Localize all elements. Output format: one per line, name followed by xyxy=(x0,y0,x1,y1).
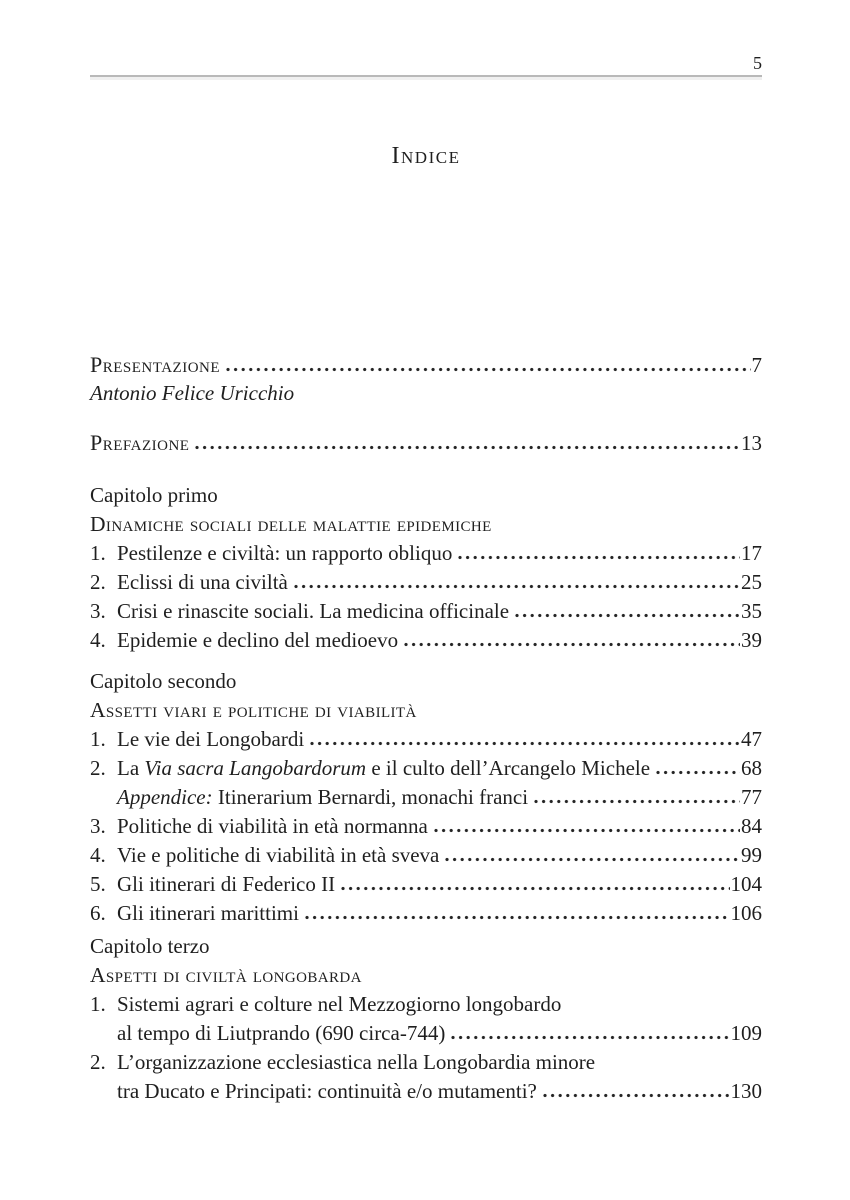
dot-leader xyxy=(445,857,740,862)
chapter-entries xyxy=(90,990,762,1106)
entry-page-number: 106 xyxy=(730,901,762,925)
entry-text-segment: Gli itinerari marittimi xyxy=(117,901,299,925)
toc-row xyxy=(90,754,762,783)
entry-text-segment: Appendice: xyxy=(117,785,213,809)
toc-row xyxy=(90,812,762,841)
entry-number: 1. xyxy=(90,541,106,565)
front-matter-item xyxy=(90,429,762,457)
toc-entry xyxy=(90,754,762,783)
entry-title xyxy=(117,626,398,655)
entry-text-segment: Pestilenze e civiltà: un rapporto obliquo xyxy=(117,541,453,565)
entry-title xyxy=(117,725,304,754)
entry-number: 1. xyxy=(90,727,106,751)
entry-page-number: 25 xyxy=(741,570,762,594)
dot-leader xyxy=(294,584,740,589)
dot-leader xyxy=(305,915,730,920)
dot-leader xyxy=(195,445,740,450)
toc-row xyxy=(90,429,762,457)
toc-entry xyxy=(90,899,762,928)
entry-page-number: 99 xyxy=(741,843,762,867)
toc-row xyxy=(90,870,762,899)
entry-number: 3. xyxy=(90,814,106,838)
running-head xyxy=(90,52,762,77)
chapter-heading: Aspetti di civiltà longobarda xyxy=(90,963,362,987)
dot-leader xyxy=(434,828,740,833)
toc-row xyxy=(90,626,762,655)
dot-leader xyxy=(543,1093,730,1098)
entry-number: 2. xyxy=(90,570,106,594)
toc-row xyxy=(90,568,762,597)
entry-text-segment: tra Ducato e Principati: continuità e/o mutamenti? xyxy=(117,1079,537,1103)
toc-entry xyxy=(90,568,762,597)
entry-title xyxy=(117,870,335,899)
entry-number: 2. xyxy=(90,756,106,780)
entry-page-number: 84 xyxy=(741,814,762,838)
dot-leader xyxy=(656,770,740,775)
entry-text-segment: L’organizzazione ecclesiastica nella Longobardia minore xyxy=(117,1050,596,1074)
entry-page-number: 104 xyxy=(730,872,762,896)
toc-row xyxy=(90,725,762,754)
toc-entry xyxy=(90,841,762,870)
toc-entry xyxy=(90,783,762,812)
header-page-number: 5 xyxy=(753,53,762,73)
toc-row xyxy=(90,899,762,928)
author-name: Antonio Felice Uricchio xyxy=(90,381,295,405)
toc-row xyxy=(90,539,762,568)
chapter-label: Capitolo primo xyxy=(90,483,218,507)
page-title: Indice xyxy=(391,143,461,169)
front-item-label: Prefazione xyxy=(90,430,190,455)
entry-number: 4. xyxy=(90,843,106,867)
entry-title xyxy=(117,841,439,870)
entry-title xyxy=(117,1077,537,1106)
toc-row xyxy=(90,351,762,379)
entry-page-number: 68 xyxy=(741,756,762,780)
entry-title xyxy=(117,812,428,841)
entry-title xyxy=(117,783,528,812)
entry-number: 3. xyxy=(90,599,106,623)
front-matter-item xyxy=(90,351,762,407)
chapters-section xyxy=(90,482,762,1106)
entry-page-number: 13 xyxy=(741,431,762,455)
toc-entry xyxy=(90,812,762,841)
entry-text-segment: La xyxy=(117,756,145,780)
dot-leader xyxy=(310,741,740,746)
entry-page-number: 35 xyxy=(741,599,762,623)
entry-page-number: 17 xyxy=(741,541,762,565)
dot-leader xyxy=(515,613,740,618)
chapter-block xyxy=(90,933,762,1106)
entry-text-segment: e il culto dell’Arcangelo Michele xyxy=(366,756,651,780)
toc-row xyxy=(90,783,762,812)
entry-text-segment: Le vie dei Longobardi xyxy=(117,727,305,751)
entry-text-segment: Via sacra Langobardorum xyxy=(144,756,367,780)
toc-entry xyxy=(90,626,762,655)
entry-number: 5. xyxy=(90,872,106,896)
entry-page-number: 47 xyxy=(741,727,762,751)
toc-entry xyxy=(90,539,762,568)
entry-text-segment: Sistemi agrari e colture nel Mezzogiorno longobardo xyxy=(117,992,562,1016)
front-item-label: Presentazione xyxy=(90,352,221,377)
toc-entry xyxy=(90,597,762,626)
entry-text-segment: Gli itinerari di Federico II xyxy=(117,872,336,896)
dot-leader xyxy=(534,799,740,804)
chapter-heading: Assetti viari e politiche di viabilità xyxy=(90,698,417,722)
dot-leader xyxy=(458,555,740,560)
chapter-block xyxy=(90,482,762,655)
entry-title xyxy=(117,899,299,928)
chapter-entries xyxy=(90,539,762,655)
toc-row xyxy=(90,1077,762,1106)
entry-text-segment: Itinerarium Bernardi, monachi franci xyxy=(212,785,529,809)
front-matter-section xyxy=(90,351,762,457)
entry-text-segment: Politiche di viabilità in età normanna xyxy=(117,814,428,838)
entry-number: 6. xyxy=(90,901,106,925)
toc-entry xyxy=(90,990,762,1048)
entry-page-number: 109 xyxy=(730,1021,762,1045)
chapter-entries xyxy=(90,725,762,928)
entry-title xyxy=(117,990,561,1019)
chapter-label: Capitolo terzo xyxy=(90,934,210,958)
entry-text-segment: Eclissi di una civiltà xyxy=(117,570,288,594)
chapter-label: Capitolo secondo xyxy=(90,669,237,693)
entry-title xyxy=(117,597,509,626)
entry-number: 2. xyxy=(90,1050,106,1074)
entry-page-number: 77 xyxy=(741,785,762,809)
toc-row xyxy=(90,990,762,1019)
entry-text-segment: Crisi e rinascite sociali. La medicina officinale xyxy=(117,599,510,623)
chapter-block xyxy=(90,668,762,928)
entry-page-number: 130 xyxy=(730,1079,762,1103)
entry-title xyxy=(117,1048,595,1077)
entry-title xyxy=(117,1019,445,1048)
entry-page-number: 7 xyxy=(751,353,762,377)
entry-title xyxy=(117,568,288,597)
toc-entry xyxy=(90,1048,762,1106)
entry-title xyxy=(117,754,650,783)
entry-title xyxy=(117,539,452,568)
dot-leader xyxy=(341,886,729,891)
entry-number: 1. xyxy=(90,992,106,1016)
toc-row xyxy=(90,841,762,870)
entry-text-segment: Epidemie e declino del medioevo xyxy=(117,628,399,652)
entry-text-segment: al tempo di Liutprando (690 circa-744) xyxy=(117,1021,446,1045)
entry-text-segment: Vie e politiche di viabilità in età sveva xyxy=(117,843,440,867)
toc-row xyxy=(90,597,762,626)
toc-row xyxy=(90,1019,762,1048)
entry-page-number: 39 xyxy=(741,628,762,652)
dot-leader xyxy=(226,367,750,372)
toc-entry xyxy=(90,725,762,754)
dot-leader xyxy=(451,1035,729,1040)
dot-leader xyxy=(404,642,740,647)
entry-number: 4. xyxy=(90,628,106,652)
chapter-heading: Dinamiche sociali delle malattie epidemiche xyxy=(90,512,492,536)
toc-row xyxy=(90,1048,762,1077)
toc-entry xyxy=(90,870,762,899)
